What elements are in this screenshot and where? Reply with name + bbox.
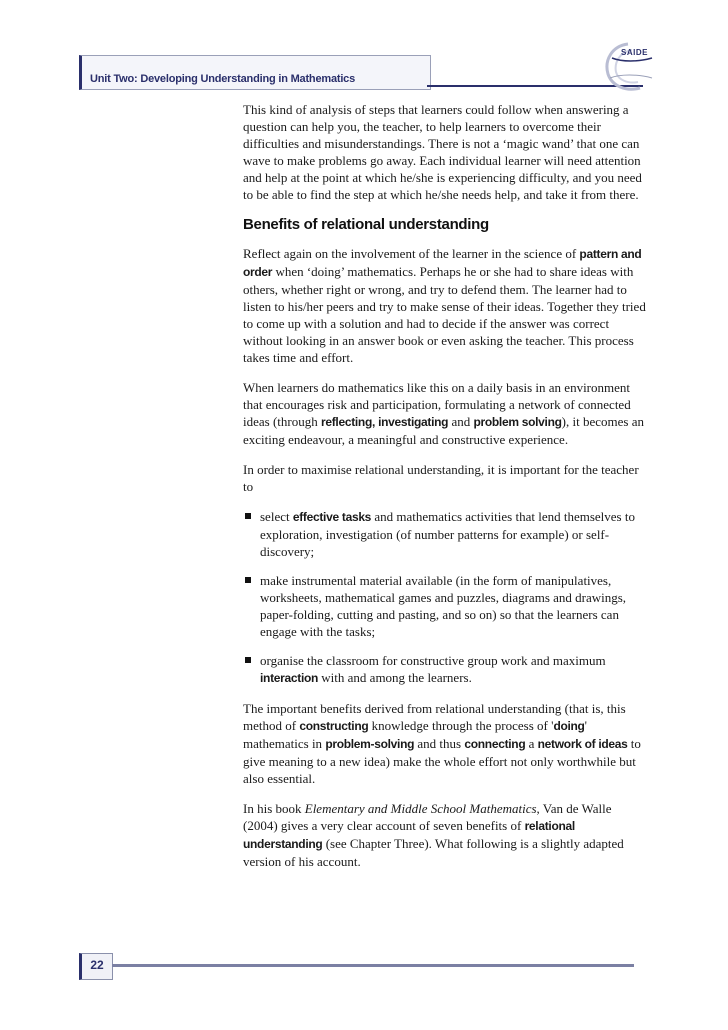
- term-problem-solving: problem solving: [473, 415, 562, 429]
- paragraph-van-de-walle: In his book Elementary and Middle School Mathematics, Van de Walle (2004) gives a very clear account of seven benefits of relational understanding (see Chapter Three). What following is a slightly adapted version of his account.: [243, 801, 624, 869]
- term-interaction: interaction: [260, 671, 319, 685]
- paragraph-important-benefits: The important benefits derived from relational understanding (that is, this method of constructing knowledge through the process of 'doing' mathematics in problem-solving and thus connecting a network of ideas to give meaning to a new idea) make the whole effort not only worthwhile but also essential.: [243, 701, 641, 786]
- page-number: 22: [90, 958, 104, 972]
- footer-rule: [112, 964, 634, 967]
- page-number-box: [79, 953, 113, 980]
- paragraph-daily-basis: When learners do mathematics like this on a daily basis in an environment that encourages risk and participation, formulating a network of connected ideas (through reflecting, investigating and problem solving), it becomes an exciting endeavour, a meaningful and constructive experience.: [243, 380, 644, 447]
- unit-header-box: [79, 55, 431, 90]
- square-bullet-icon: [245, 657, 251, 663]
- book-title: Elementary and Middle School Mathematics: [304, 801, 537, 816]
- term-network-of-ideas: network of ideas: [537, 737, 628, 751]
- section-heading: Benefits of relational understanding: [243, 216, 489, 233]
- term-constructing: constructing: [299, 719, 369, 733]
- square-bullet-icon: [245, 577, 251, 583]
- main-text-column: [243, 101, 646, 883]
- term-connecting: connecting: [464, 737, 526, 751]
- unit-title: Unit Two: Developing Understanding in Mathematics: [90, 73, 356, 85]
- term-problem-solving-2: problem-solving: [325, 737, 415, 751]
- paragraph-analysis: This kind of analysis of steps that learners could follow when answering a question can help you, the teacher, to help learners to overcome their difficulties and misunderstandings. There is not a ‘magic wand’ that one can wave to make problems go away. Each individual learner will need attention and help at the point at which he/she is experiencing difficulty, and you need to be able to find the step at which he/she needs help, and take it from there.: [243, 102, 642, 202]
- paragraph-maximise: In order to maximise relational understanding, it is important for the teacher to: [243, 462, 639, 494]
- term-doing: doing: [553, 719, 585, 733]
- square-bullet-icon: [245, 513, 251, 519]
- term-pattern-and-order: pattern and order: [243, 247, 642, 279]
- paragraph-reflect: Reflect again on the involvement of the learner in the science of pattern and order when ‘doing’ mathematics. Perhaps he or she had to share ideas with others, whether right or wrong, and try to defend them. The learner had to listen to his/her peers and try to make sense of their ideas. Together they tried to come up with a solution and had to decide if the answer was correct without looking in an answer book or even asking the teacher. This process takes time and effort.: [243, 246, 646, 365]
- list-item: make instrumental material available (in the form of manipulatives, worksheets, mathematical games and puzzles, diagrams and drawings, paper-folding, cutting and pasting, and so on) so that the learners can engage with the tasks;: [243, 572, 646, 640]
- list-item: select effective tasks and mathematics activities that lend themselves to exploration, investigation (of number patterns for example) or self-discovery;: [243, 508, 646, 560]
- term-effective-tasks: effective tasks: [292, 510, 372, 524]
- term-relational-understanding: relational understanding: [243, 819, 575, 851]
- list-item: organise the classroom for constructive group work and maximum interaction with and among the learners.: [243, 652, 646, 687]
- teacher-tasks-list: [243, 508, 646, 687]
- term-reflecting-investigating: reflecting, investigating: [320, 415, 449, 429]
- logo-label: SAIDE: [621, 48, 648, 57]
